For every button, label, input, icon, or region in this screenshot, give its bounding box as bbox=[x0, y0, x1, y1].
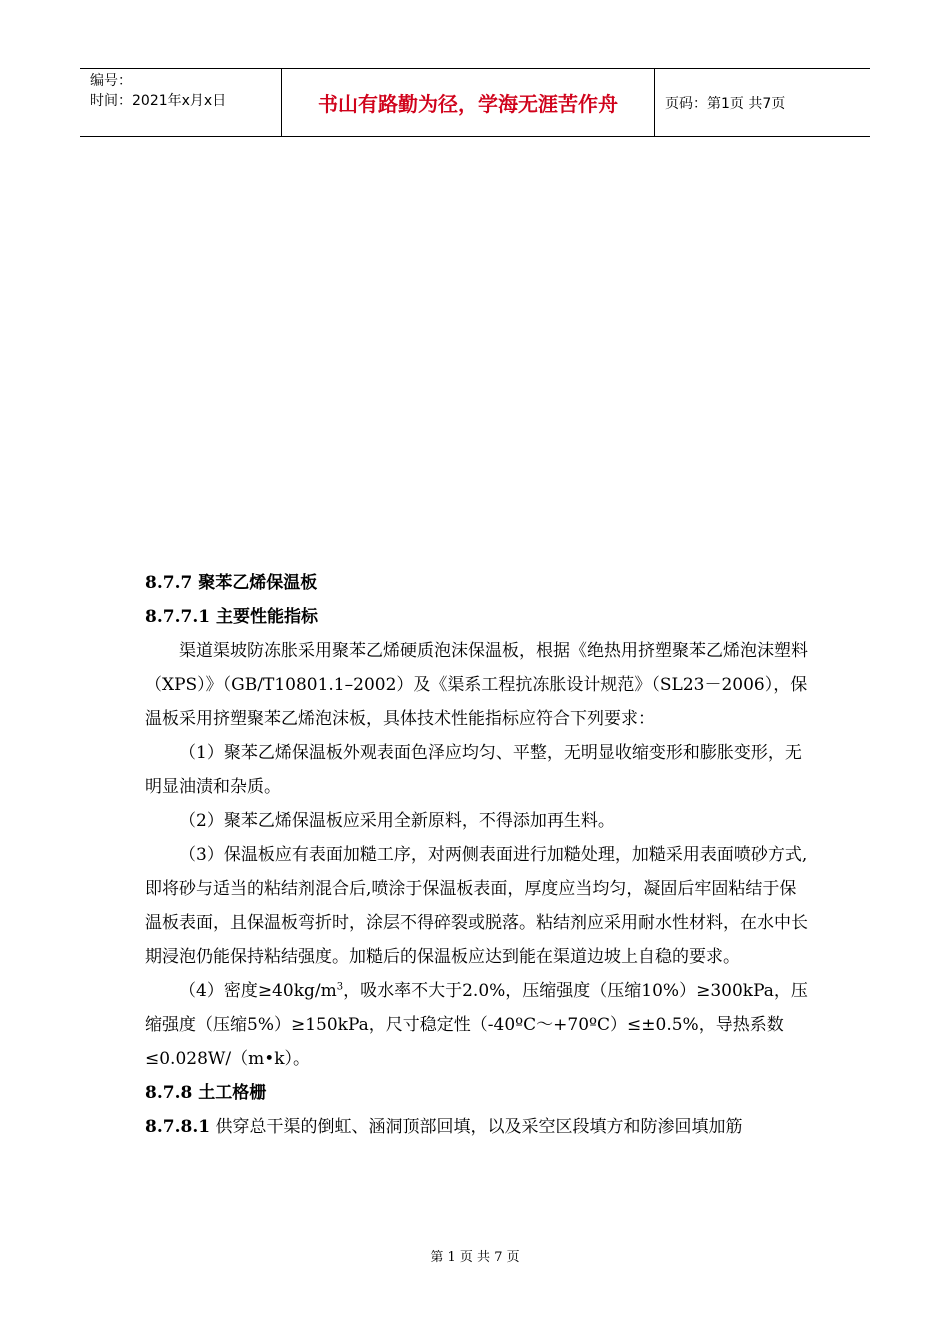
item4-text-b: ，吸水率不大于2.0%，压缩强度（压缩10%）≥300kPa，压缩强度（压缩5%）≥150kPa，尺寸稳定性（-40ºC～+70ºC）≤±0.5%，导热系数≤0.028W/（m•k）。 bbox=[145, 981, 808, 1069]
paragraph-8-7-8-1 bbox=[145, 1110, 810, 1144]
subsection-heading-8-7-7-1: 8.7.7.1 主要性能指标 bbox=[145, 607, 318, 627]
document-time: 时间：2021年x月x日 bbox=[90, 93, 227, 109]
requirement-item-3: （3）保温板应有表面加糙工序，对两侧表面进行加糙处理，加糙采用表面喷砂方式,即将砂与适当的粘结剂混合后,喷涂于保温板表面，厚度应当均匀，凝固后牢固粘结于保温板表面，且保温板弯折时，涂层不得碎裂或脱落。粘结剂应采用耐水性材料，在水中长期浸泡仍能保持粘结强度。加糙后的保温板应达到能在渠道边坡上自稳的要求。 bbox=[145, 845, 808, 967]
page-footer: 第 1 页 共 7 页 bbox=[430, 1250, 520, 1265]
header-page-number: 页码：第1页 共7页 bbox=[665, 95, 786, 112]
section-heading-8-7-8: 8.7.8 土工格栅 bbox=[145, 1083, 267, 1103]
requirement-item-2: （2）聚苯乙烯保温板应采用全新原料，不得添加再生料。 bbox=[179, 811, 615, 831]
item4-text-a: （4）密度≥40kg/m bbox=[179, 981, 337, 1001]
number-8-7-8-1: 8.7.8.1 bbox=[145, 1117, 211, 1137]
document-number: 编号： bbox=[90, 73, 132, 89]
item4-superscript: 3 bbox=[336, 981, 344, 993]
text-8-7-8-1: 供穿总干渠的倒虹、涵洞顶部回填，以及采空区段填方和防渗回填加筋 bbox=[210, 1117, 743, 1137]
page-header bbox=[80, 68, 870, 137]
requirement-item-4 bbox=[145, 974, 810, 1076]
header-motto: 书山有路勤为径，学海无涯苦作舟 bbox=[282, 69, 655, 136]
header-meta bbox=[80, 69, 282, 136]
section-heading-8-7-7: 8.7.7 聚苯乙烯保温板 bbox=[145, 573, 318, 593]
requirement-item-1: （1）聚苯乙烯保温板外观表面色泽应均匀、平整，无明显收缩变形和膨胀变形，无明显油渍和杂质。 bbox=[145, 743, 802, 797]
intro-paragraph: 渠道渠坡防冻胀采用聚苯乙烯硬质泡沫保温板，根据《绝热用挤塑聚苯乙烯泡沫塑料（XPS）》（GB/T10801.1–2002）及《渠系工程抗冻胀设计规范》（SL23－2006），保温板采用挤塑聚苯乙烯泡沫板，具体技术性能指标应符合下列要求： bbox=[145, 641, 808, 729]
document-body bbox=[145, 566, 810, 1144]
